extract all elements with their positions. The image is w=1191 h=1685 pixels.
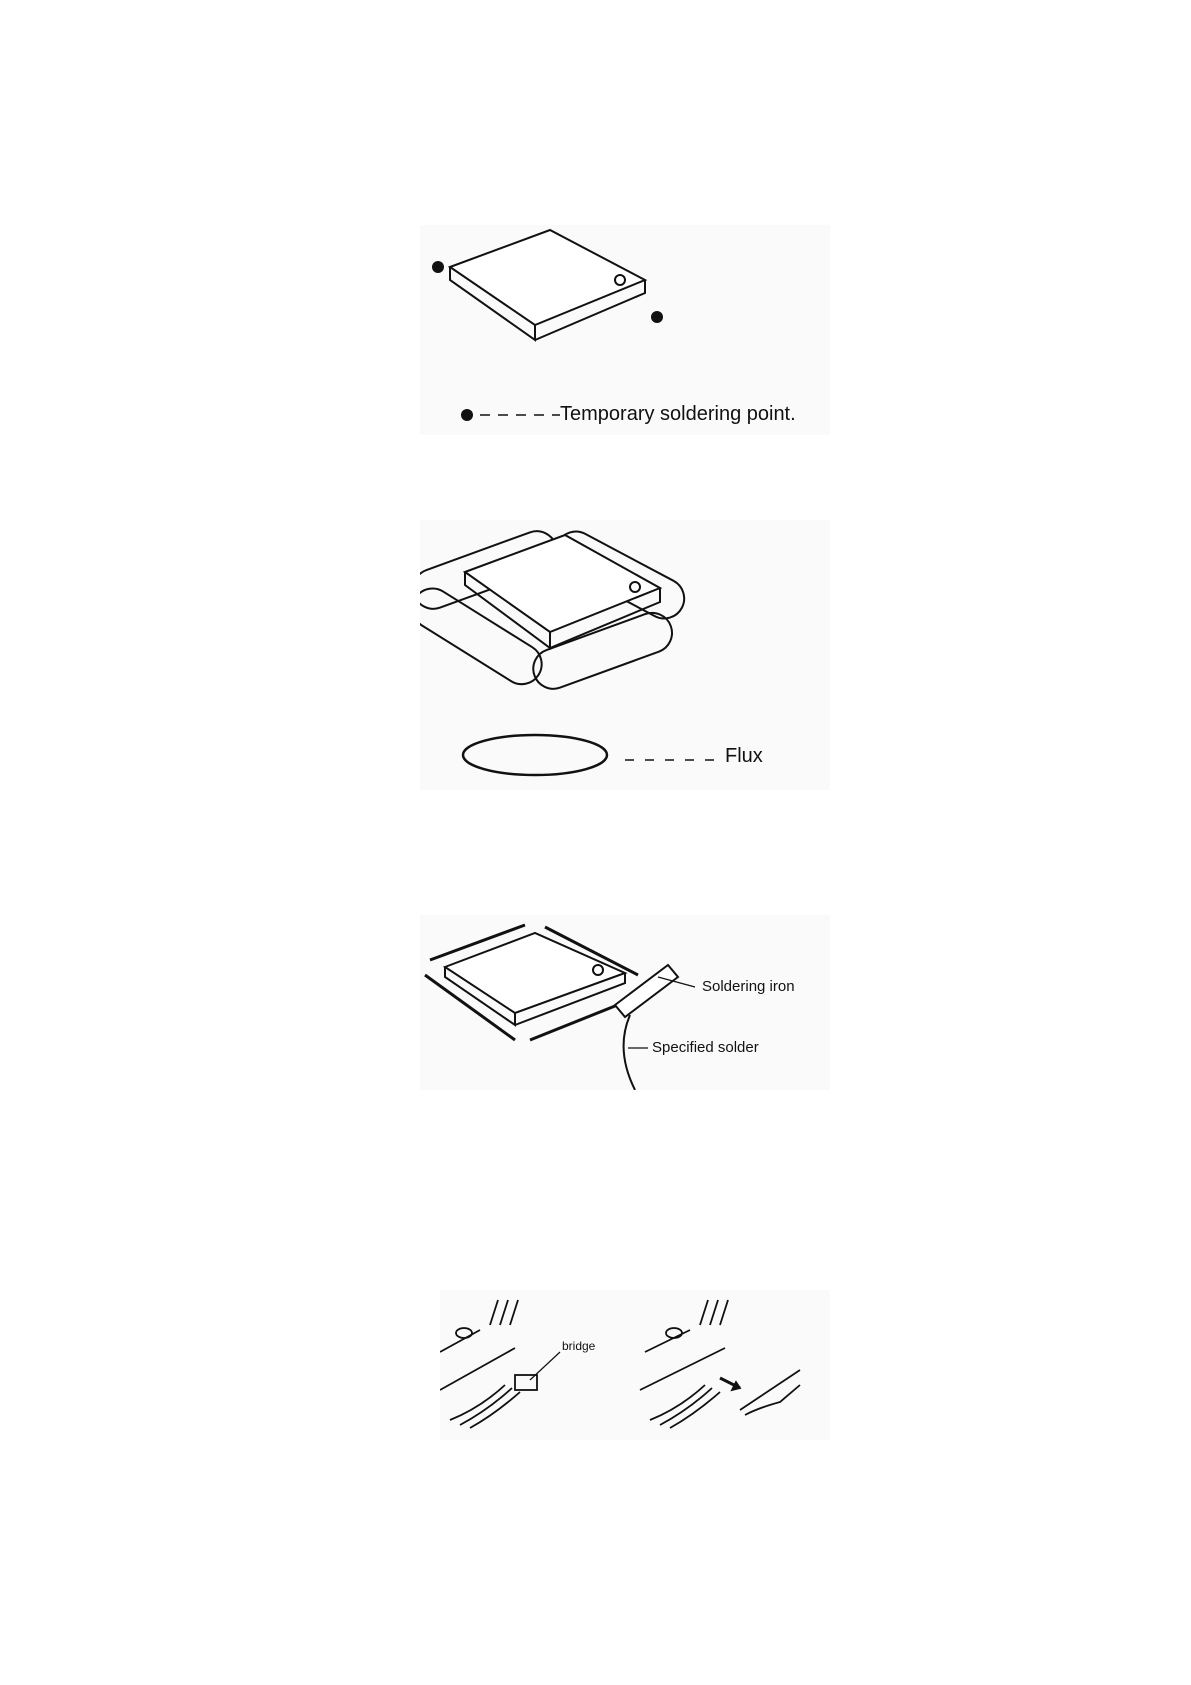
figure-soldering bbox=[420, 915, 830, 1090]
temp-solder-dot bbox=[432, 261, 444, 273]
soldering-iron-label: Soldering iron bbox=[702, 978, 795, 995]
temp-solder-dot bbox=[651, 311, 663, 323]
specified-solder-label: Specified solder bbox=[652, 1039, 759, 1056]
bridge-label: bridge bbox=[562, 1339, 596, 1353]
figure-flux-application bbox=[420, 520, 830, 790]
leader-line bbox=[530, 1352, 560, 1380]
legend-flux-oval-icon bbox=[463, 735, 607, 775]
legend-flux-label: Flux bbox=[725, 745, 763, 767]
ic-chip-illustration-3 bbox=[420, 915, 830, 1090]
legend-temporary-soldering-label: Temporary soldering point. bbox=[560, 403, 796, 425]
figure-bridge-removal bbox=[440, 1290, 830, 1440]
ic-chip-illustration-2 bbox=[420, 520, 830, 790]
legend-dot-icon bbox=[461, 409, 473, 421]
iron-tip bbox=[740, 1370, 800, 1415]
bridge-illustration bbox=[440, 1290, 830, 1440]
figure-temporary-soldering bbox=[420, 225, 830, 435]
